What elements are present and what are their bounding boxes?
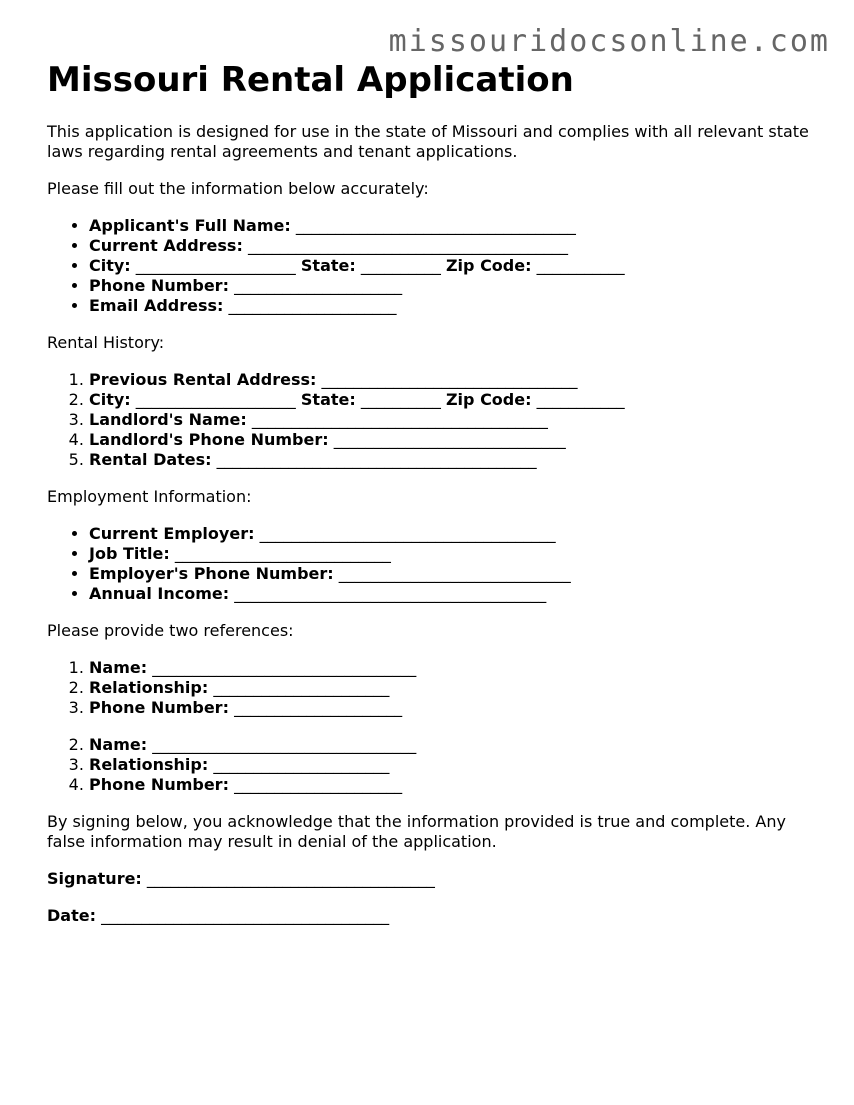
- page-title: Missouri Rental Application: [47, 60, 574, 100]
- list-item: [89, 370, 817, 390]
- employer-field[interactable]: _____________________________________: [259, 524, 556, 543]
- ref1-relationship-field[interactable]: ______________________: [213, 678, 390, 697]
- rental-state-label: State:: [300, 390, 356, 409]
- signature-line: [47, 869, 817, 889]
- list-item: [89, 450, 817, 470]
- job-title-field[interactable]: ___________________________: [174, 544, 391, 563]
- ref2-name-field[interactable]: _________________________________: [152, 735, 417, 754]
- state-field[interactable]: __________: [360, 256, 441, 275]
- current-address-field[interactable]: ________________________________________: [247, 236, 568, 255]
- rental-history-heading: Rental History:: [47, 333, 165, 352]
- annual-income-label: Annual Income:: [89, 584, 230, 603]
- employment-heading: Employment Information:: [47, 487, 252, 506]
- landlord-phone-label: Landlord's Phone Number:: [89, 430, 329, 449]
- document-body: [47, 60, 817, 943]
- phone-label: Phone Number:: [89, 276, 229, 295]
- rental-zip-field[interactable]: ___________: [536, 390, 625, 409]
- previous-address-label: Previous Rental Address:: [89, 370, 317, 389]
- ref2-relationship-field[interactable]: ______________________: [213, 755, 390, 774]
- list-item: [89, 236, 817, 256]
- list-item: [89, 524, 817, 544]
- date-field[interactable]: ____________________________________: [101, 906, 390, 925]
- ref1-name-field[interactable]: _________________________________: [152, 658, 417, 677]
- state-label: State:: [300, 256, 356, 275]
- date-label: Date:: [47, 906, 96, 925]
- list-item: [89, 430, 817, 450]
- current-address-label: Current Address:: [89, 236, 243, 255]
- rental-state-field[interactable]: __________: [360, 390, 441, 409]
- fill-prompt: Please fill out the information below accurately:: [47, 179, 429, 198]
- landlord-phone-field[interactable]: _____________________________: [333, 430, 566, 449]
- employer-label: Current Employer:: [89, 524, 255, 543]
- ref2-name-label: Name:: [89, 735, 148, 754]
- list-item: [89, 410, 817, 430]
- watermark-text: missouridocsonline.com: [388, 24, 830, 59]
- employment-list: [47, 524, 817, 604]
- previous-address-field[interactable]: ________________________________: [321, 370, 578, 389]
- list-item: [89, 390, 817, 410]
- list-item: [89, 698, 817, 718]
- list-item: [89, 564, 817, 584]
- ref2-phone-label: Phone Number:: [89, 775, 229, 794]
- ref1-relationship-label: Relationship:: [89, 678, 209, 697]
- landlord-name-label: Landlord's Name:: [89, 410, 247, 429]
- list-item: [89, 755, 817, 775]
- ref1-phone-field[interactable]: _____________________: [234, 698, 403, 717]
- employer-phone-field[interactable]: _____________________________: [338, 564, 571, 583]
- landlord-name-field[interactable]: _____________________________________: [251, 410, 548, 429]
- list-item: [89, 775, 817, 795]
- phone-field[interactable]: _____________________: [234, 276, 403, 295]
- email-label: Email Address:: [89, 296, 224, 315]
- signature-field[interactable]: ____________________________________: [146, 869, 435, 888]
- rental-zip-label: Zip Code:: [445, 390, 532, 409]
- zip-field[interactable]: ___________: [536, 256, 625, 275]
- city-field[interactable]: ____________________: [135, 256, 296, 275]
- city-label: City:: [89, 256, 131, 275]
- list-item: [89, 216, 817, 236]
- list-item: [89, 276, 817, 296]
- list-item: [89, 658, 817, 678]
- full-name-label: Applicant's Full Name:: [89, 216, 291, 235]
- ref2-relationship-label: Relationship:: [89, 755, 209, 774]
- reference-1-list: [47, 658, 817, 718]
- ref1-name-label: Name:: [89, 658, 148, 677]
- signature-label: Signature:: [47, 869, 142, 888]
- rental-city-field[interactable]: ____________________: [135, 390, 296, 409]
- job-title-label: Job Title:: [89, 544, 170, 563]
- list-item: [89, 256, 817, 276]
- full-name-field[interactable]: ___________________________________: [295, 216, 576, 235]
- zip-label: Zip Code:: [445, 256, 532, 275]
- list-item: [89, 296, 817, 316]
- intro-paragraph: This application is designed for use in the state of Missouri and complies with all relevant state laws regarding rental agreements and tenant applications.: [47, 122, 809, 161]
- rental-dates-label: Rental Dates:: [89, 450, 212, 469]
- email-field[interactable]: _____________________: [228, 296, 397, 315]
- applicant-info-list: [47, 216, 817, 316]
- list-item: [89, 735, 817, 755]
- list-item: [89, 678, 817, 698]
- rental-history-list: [47, 370, 817, 470]
- ref2-phone-field[interactable]: _____________________: [234, 775, 403, 794]
- annual-income-field[interactable]: _______________________________________: [234, 584, 547, 603]
- employer-phone-label: Employer's Phone Number:: [89, 564, 334, 583]
- reference-2-list: [47, 735, 817, 795]
- rental-city-label: City:: [89, 390, 131, 409]
- ref1-phone-label: Phone Number:: [89, 698, 229, 717]
- references-heading: Please provide two references:: [47, 621, 294, 640]
- acknowledgment-paragraph: By signing below, you acknowledge that the information provided is true and complete. Any false information may result in denial of the application.: [47, 812, 786, 851]
- rental-dates-field[interactable]: ________________________________________: [216, 450, 537, 469]
- list-item: [89, 544, 817, 564]
- date-line: [47, 906, 817, 926]
- list-item: [89, 584, 817, 604]
